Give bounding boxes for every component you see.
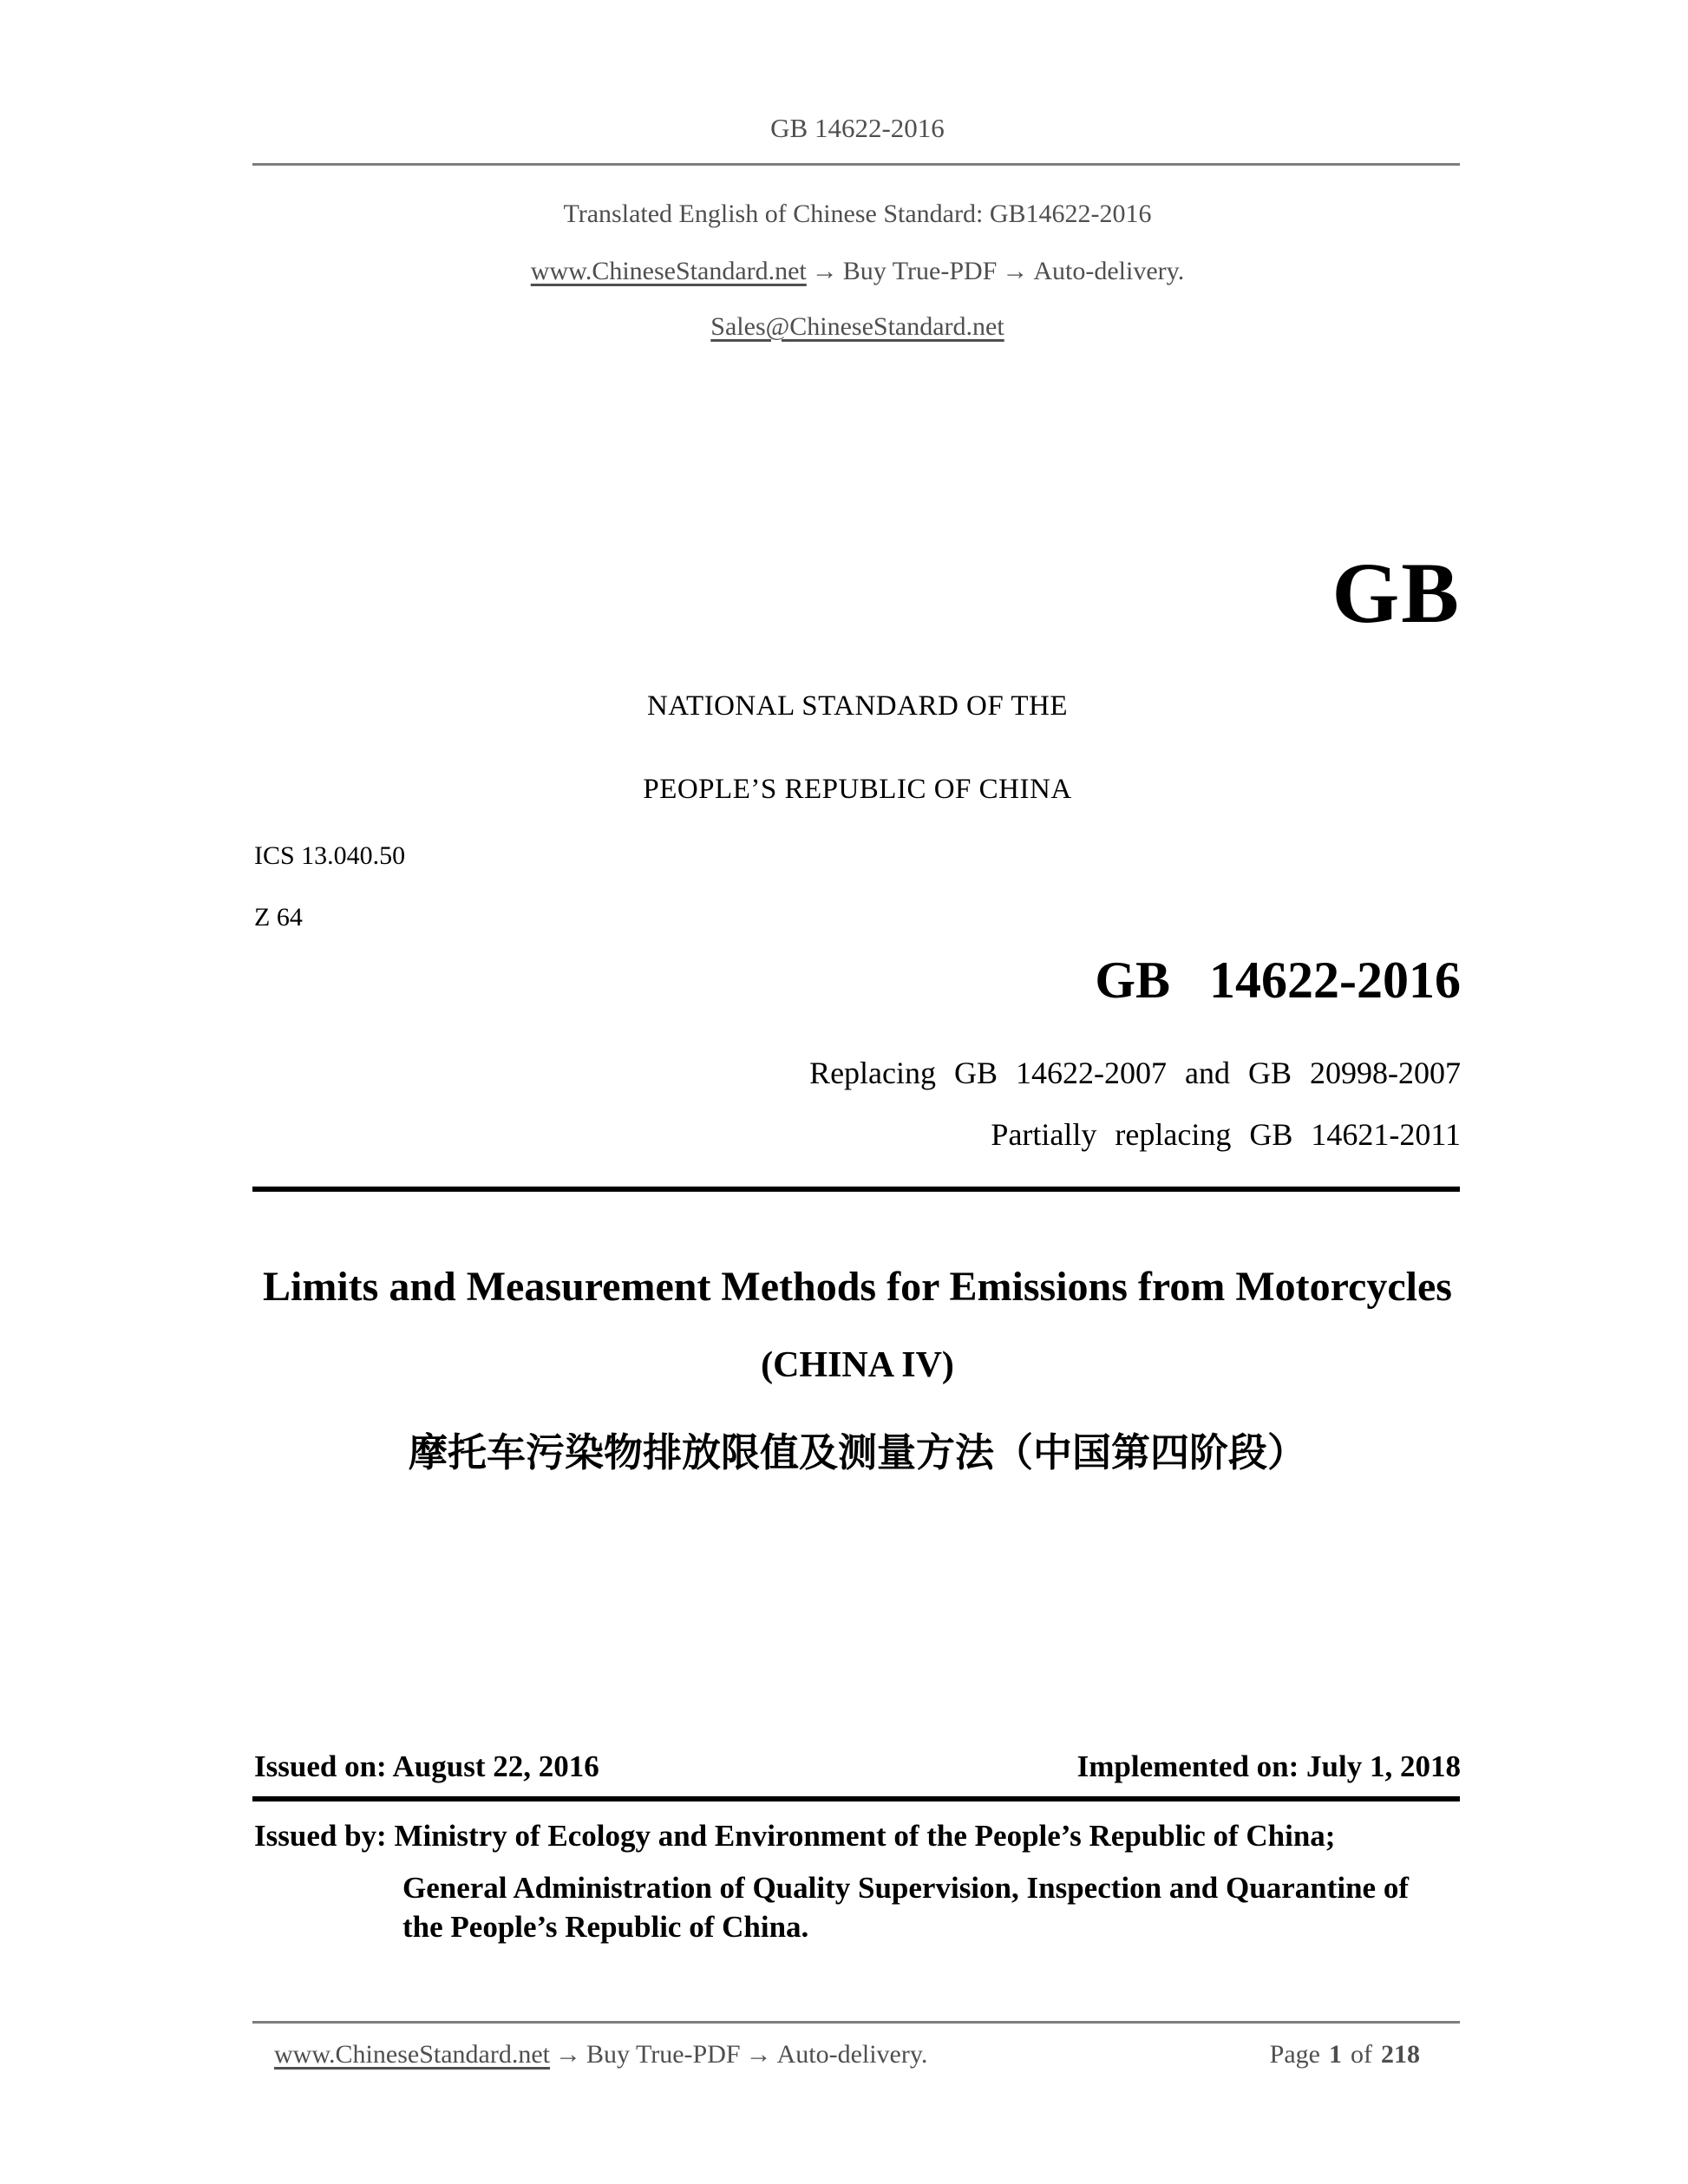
footer-website-link[interactable]: www.ChineseStandard.net [274, 2040, 550, 2069]
auto-delivery-text: Auto-delivery. [1033, 257, 1185, 285]
header-divider [252, 163, 1460, 166]
classification-code: Z 64 [254, 903, 303, 932]
title-chinese: 摩托车污染物排放限值及测量方法（中国第四阶段） [408, 1431, 1306, 1475]
title-divider [252, 1187, 1460, 1192]
of-label: of [1351, 2040, 1372, 2069]
page-number: 1 [1329, 2040, 1342, 2069]
footer-buy-true-pdf-text: Buy True-PDF [586, 2040, 741, 2069]
implemented-on-date: Implemented on: July 1, 2018 [1076, 1749, 1461, 1783]
national-standard-line2: PEOPLE’S REPUBLIC OF CHINA [643, 774, 1072, 805]
footer-auto-delivery-text: Auto-delivery. [776, 2040, 928, 2069]
website-link[interactable]: www.ChineseStandard.net [530, 257, 807, 285]
page-total: 218 [1381, 2040, 1420, 2069]
right-arrow-icon: → [555, 2040, 581, 2069]
gb-logo: GB [1331, 545, 1461, 641]
sales-email-link[interactable]: Sales@ChineseStandard.net [710, 312, 1004, 341]
issued-on-date: Issued on: August 22, 2016 [254, 1749, 599, 1783]
right-arrow-icon: → [745, 2040, 772, 2069]
translated-line: Translated English of Chinese Standard: GB14622-2016 [563, 199, 1152, 228]
issue-divider [252, 1796, 1460, 1801]
national-standard-line1: NATIONAL STANDARD OF THE [646, 690, 1069, 722]
sales-email-line [254, 312, 1461, 343]
ics-code: ICS 13.040.50 [254, 841, 406, 870]
issuer-line3: the People’s Republic of China. [402, 1910, 809, 1944]
footer-divider [252, 2021, 1460, 2024]
replacing-line2: Partially replacing GB 14621-2011 [991, 1117, 1461, 1152]
replacing-line1: Replacing GB 14622-2007 and GB 20998-2007 [809, 1056, 1461, 1090]
issued-by-line: Issued by: Ministry of Ecology and Environment of the People’s Republic of China; [254, 1819, 1336, 1853]
running-header-doc-number: GB 14622-2016 [770, 113, 945, 143]
right-arrow-icon: → [811, 257, 838, 285]
page-indicator [1270, 2040, 1420, 2070]
issuer-line2: General Administration of Quality Supervision, Inspection and Quarantine of [402, 1871, 1409, 1905]
intro-link-line [254, 257, 1461, 287]
page-label: Page [1269, 2040, 1320, 2069]
standard-number: GB 14622-2016 [1095, 951, 1461, 1009]
buy-true-pdf-text: Buy True-PDF [842, 257, 998, 285]
footer-link-line [274, 2040, 927, 2070]
title-stage: (CHINA IV) [761, 1345, 954, 1385]
right-arrow-icon: → [1002, 257, 1029, 285]
title-english: Limits and Measurement Methods for Emissions from Motorcycles [263, 1264, 1452, 1310]
